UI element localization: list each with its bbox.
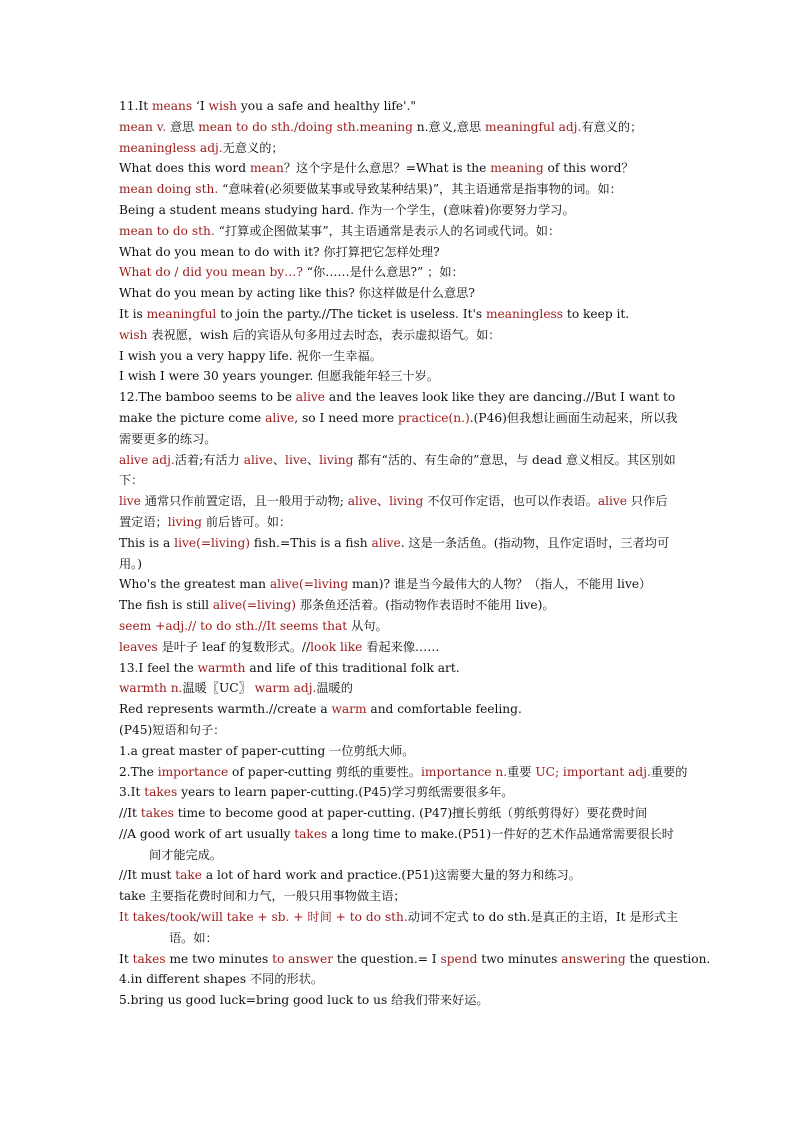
highlighted-term: meaningful: [146, 306, 217, 321]
text-segment: 、: [272, 452, 286, 467]
text-segment: 2.The: [119, 764, 158, 779]
text-segment: What do you mean by acting like this? 你这样做是什么意思?: [119, 286, 475, 301]
text-segment: 重要的: [650, 764, 688, 779]
highlighted-term: mean to do sth./doing sth.meaning: [198, 119, 413, 134]
text-segment: I wish I were 30 years younger. 但愿我能年轻三十岁。: [119, 369, 439, 384]
text-segment: years to learn paper-cutting.(P45)学习剪纸需要很多年。: [177, 785, 514, 800]
highlighted-term: live: [119, 494, 141, 509]
text-line: [119, 366, 679, 387]
text-line: [119, 304, 679, 325]
highlighted-term: takes: [294, 826, 328, 841]
highlighted-term: meaning: [490, 161, 544, 176]
text-segment: and comfortable feeling.: [366, 702, 522, 717]
text-line: [119, 450, 679, 492]
text-segment: 不仅可作定语，也可以作表语。: [423, 494, 598, 509]
text-segment: 13.I feel the: [119, 660, 198, 675]
text-line: [119, 720, 679, 741]
text-segment: me two minutes: [165, 951, 273, 966]
text-line: [119, 179, 679, 200]
text-segment: “你……是什么意思?” ；如：: [302, 265, 464, 280]
highlighted-term: look like: [310, 639, 363, 654]
text-line: [119, 616, 679, 637]
highlighted-term: takes: [144, 785, 178, 800]
text-segment: to keep it.: [563, 306, 630, 321]
text-line: [119, 200, 679, 221]
highlighted-term: living: [319, 452, 354, 467]
highlighted-term: leaves: [119, 639, 158, 654]
highlighted-term: take: [175, 868, 202, 883]
text-line: [119, 907, 679, 928]
text-segment: .(P46)但我想让画面生动起来，所以我需要更多的练习。: [119, 410, 678, 446]
text-segment: of paper-cutting 剪纸的重要性。: [228, 764, 422, 779]
text-segment: 意思: [166, 119, 199, 134]
text-segment: 是叶子 leaf 的复数形式。//: [157, 639, 311, 654]
text-segment: “打算或企图做某事”，其主语通常是表示人的名词或代词。如：: [214, 223, 561, 238]
highlighted-term: What do / did you mean by…?: [119, 265, 303, 280]
text-segment: It: [119, 951, 133, 966]
text-segment: //A good work of art usually: [119, 826, 295, 841]
text-segment: of this word？: [543, 161, 634, 176]
text-segment: What does this word: [119, 161, 250, 176]
text-line: [119, 824, 679, 845]
highlighted-term: alive: [265, 410, 295, 425]
highlighted-term: takes: [132, 951, 166, 966]
text-segment: you a safe and healthy life'.": [236, 99, 416, 113]
text-segment: two minutes: [477, 951, 562, 966]
text-segment: (P45)短语和句子：: [119, 722, 226, 737]
highlighted-term: UC; important adj.: [535, 764, 651, 779]
text-line: [119, 886, 679, 907]
text-segment: 12.The bamboo seems to be: [119, 390, 296, 405]
text-segment: 4.in different shapes 不同的形状。: [119, 972, 324, 987]
highlighted-term: meaningless: [485, 306, 564, 321]
text-segment: a long time to make.(P51)一件好的艺术作品通常需要很长时: [327, 826, 674, 841]
text-segment: This is a: [119, 535, 175, 550]
text-segment: 3.It: [119, 785, 145, 800]
text-segment: What do you mean to do with it? 你打算把它怎样处理?: [119, 244, 440, 259]
highlighted-term: meaningful adj.: [485, 119, 582, 134]
text-line: [119, 762, 688, 783]
text-segment: ？这个字是什么意思？=What is the: [283, 161, 491, 176]
highlighted-term: wish: [119, 327, 148, 342]
text-segment: take 主要指花费时间和力气，一般只用事物做主语；: [119, 889, 406, 904]
text-segment: to join the party.//The ticket is useless. It's: [216, 306, 486, 321]
text-segment: Red represents warmth.//create a: [119, 702, 332, 717]
text-line: [119, 699, 679, 720]
text-segment: 有意义的；: [581, 119, 643, 134]
text-segment: 前后皆可。如：: [201, 514, 292, 529]
text-segment: 从句。: [347, 618, 388, 633]
highlighted-term: seem +adj.// to do sth.//It seems that: [119, 618, 348, 633]
text-segment: 、: [306, 452, 320, 467]
highlighted-term: to answer: [272, 951, 334, 966]
highlighted-term: warmth: [197, 660, 246, 675]
text-line: [119, 637, 679, 658]
highlighted-term: warm: [331, 702, 367, 717]
text-segment: 5.bring us good luck=bring good luck to us 给我们带来好运。: [119, 993, 489, 1008]
text-line: [119, 782, 679, 803]
text-segment: Being a student means studying hard. 作为一个学生，(意味着)你要努力学习。: [119, 202, 575, 217]
text-line: [119, 865, 679, 886]
highlighted-term: mean v.: [119, 119, 167, 134]
text-line: [119, 533, 679, 575]
text-segment: and the leaves look like they are dancing.//But I want to make the picture come: [119, 390, 676, 425]
text-segment: I wish you a very happy life. 祝你一生幸福。: [119, 348, 382, 363]
highlighted-term: importance: [157, 764, 229, 779]
text-segment: Who's the greatest man: [119, 577, 270, 592]
highlighted-term: live(=living): [174, 535, 251, 550]
text-line: [119, 117, 679, 138]
highlighted-term: alive: [347, 494, 377, 509]
highlighted-term: It takes/took/will take + sb. + 时间 + to do sth.: [119, 910, 408, 925]
highlighted-term: live: [285, 452, 307, 467]
text-segment: 1.a great master of paper-cutting 一位剪纸大师。: [119, 743, 415, 758]
text-segment: n.意义,意思: [412, 119, 486, 134]
highlighted-term: mean doing sth.: [119, 182, 219, 197]
highlighted-term: alive(=living): [212, 598, 297, 613]
text-line: [119, 678, 679, 699]
text-segment: 那条鱼还活着。(指动物作表语时不能用 live)。: [296, 598, 555, 613]
text-segment: It is: [119, 306, 147, 321]
text-segment: 只作后置定语；: [119, 494, 668, 529]
text-segment: 活着;有活力: [174, 452, 244, 467]
text-segment: 都有“活的、有生命的”意思，与 dead 意义相反。其区别如下：: [119, 452, 676, 488]
text-segment: 11.It: [119, 99, 152, 113]
text-line: [119, 138, 679, 159]
text-segment: 无意义的；: [222, 140, 284, 155]
text-segment: 动词不定式 to do sth.是真正的主语，It 是形式主: [407, 910, 679, 925]
highlighted-term: mean: [249, 161, 284, 176]
text-segment: fish.=This is a fish: [250, 535, 372, 550]
text-line: [119, 96, 679, 117]
text-line: [119, 491, 679, 533]
text-line: [119, 158, 679, 179]
highlighted-term: wish: [208, 99, 237, 113]
text-line: [119, 283, 679, 304]
highlighted-term: alive(=living: [269, 577, 349, 592]
highlighted-term: alive: [243, 452, 273, 467]
text-segment: //It: [119, 806, 141, 821]
text-line: [119, 658, 679, 679]
text-segment: , so I need more: [294, 410, 398, 425]
text-line: [119, 346, 679, 367]
text-line: [119, 845, 679, 866]
text-line: [119, 803, 679, 824]
text-segment: the question.: [625, 951, 711, 966]
text-segment: 温暖的: [316, 681, 353, 696]
text-line: [119, 990, 679, 1011]
text-line: [119, 574, 679, 595]
highlighted-term: alive adj.: [119, 452, 175, 467]
text-segment: time to become good at paper-cutting. (P47)擅长剪纸（剪纸剪得好）要花费时间: [173, 806, 648, 821]
highlighted-term: alive: [295, 390, 325, 405]
text-segment: 语。如：: [169, 930, 218, 945]
text-segment: 重要: [507, 764, 536, 779]
highlighted-term: living: [389, 494, 424, 509]
highlighted-term: spend: [440, 951, 478, 966]
highlighted-term: mean to do sth.: [119, 223, 215, 238]
text-segment: 温暖〖UC〗: [182, 681, 255, 696]
text-segment: 看起来像……: [362, 639, 440, 654]
highlighted-term: takes: [140, 806, 174, 821]
text-line: [119, 969, 679, 990]
text-segment: 通常只作前置定语，且一般用于动物;: [140, 494, 348, 509]
text-line: [119, 949, 711, 970]
highlighted-term: meaningless adj.: [119, 140, 223, 155]
text-line: [119, 242, 679, 263]
text-segment: 表祝愿，wish 后的宾语从句多用过去时态，表示虚拟语气。如：: [147, 327, 501, 342]
text-segment: man)? 谁是当今最伟大的人物？（指人，不能用 live）: [348, 577, 652, 592]
text-segment: 间才能完成。: [149, 847, 223, 862]
document-page: [119, 96, 711, 1011]
highlighted-term: answering: [561, 951, 626, 966]
highlighted-term: alive: [597, 494, 628, 509]
text-line: [119, 387, 679, 449]
text-segment: and life of this traditional folk art.: [245, 660, 460, 675]
text-segment: The fish is still: [119, 598, 213, 613]
text-segment: . 这是一条活鱼。(指动物，且作定语时，三者均可用。): [119, 535, 670, 571]
highlighted-term: living: [167, 514, 202, 529]
text-line: [119, 928, 679, 949]
highlighted-term: means: [151, 99, 193, 113]
text-segment: a lot of hard work and practice.(P51)这需要大量的努力和练习。: [202, 868, 581, 883]
highlighted-term: warm adj.: [254, 681, 317, 696]
text-line: [119, 325, 679, 346]
text-segment: 、: [376, 494, 390, 509]
text-line: [119, 741, 679, 762]
highlighted-term: practice(n.): [397, 410, 470, 425]
highlighted-term: alive: [371, 535, 401, 550]
highlighted-term: warmth n.: [119, 681, 183, 696]
text-line: [119, 595, 679, 616]
text-segment: “意味着(必须要做某事或导致某种结果)”，其主语通常是指事物的词。如：: [218, 182, 622, 197]
text-segment: the question.= I: [333, 951, 441, 966]
text-segment: ‘I: [192, 99, 209, 113]
text-line: [119, 221, 679, 242]
text-line: [119, 262, 679, 283]
highlighted-term: importance n.: [421, 764, 508, 779]
text-segment: //It must: [119, 868, 176, 883]
